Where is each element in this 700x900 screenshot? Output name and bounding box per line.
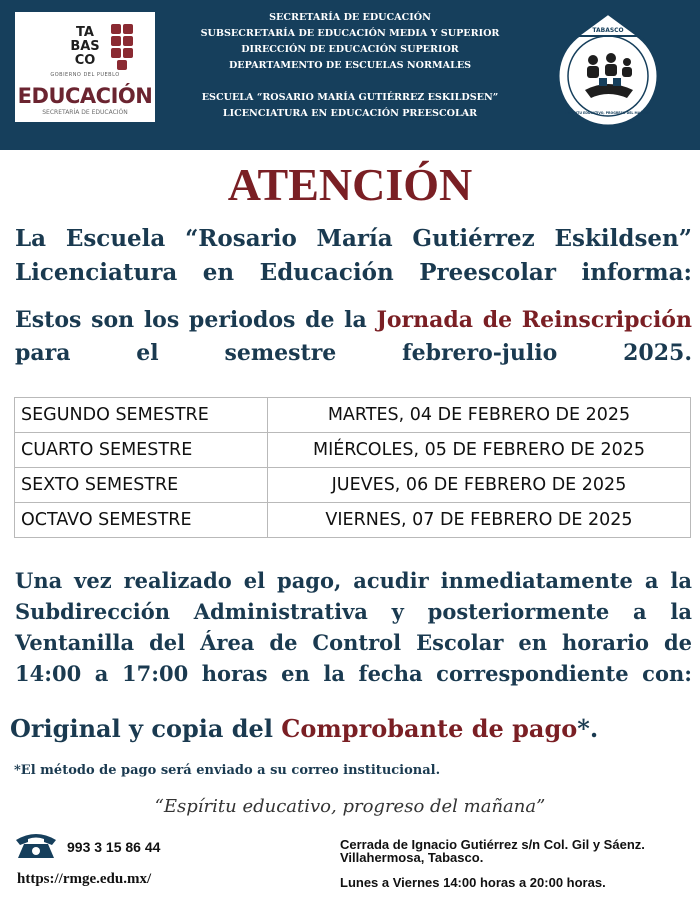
motto: “Espíritu educativo, progreso del mañana” [154,796,546,817]
requirement-text-before: Original y copia del [10,714,273,743]
seal-top-text: TABASCO [592,27,624,34]
table-row [15,468,691,503]
periods-highlight: Jornada de Reinscripción [376,307,692,333]
header-line: SUBSECRETARÍA DE EDUCACIÓN MEDIA Y SUPERIOR [200,28,500,39]
office-hours: Lunes a Viernes 14:00 horas a 20:00 horas. [340,875,606,890]
semester-cell: SEGUNDO SEMESTRE [15,398,268,433]
tabasco-education-logo [15,12,155,122]
header-institution-text [180,10,520,122]
date-cell: MIÉRCOLES, 05 DE FEBRERO DE 2025 [268,433,691,468]
semester-cell: SEXTO SEMESTRE [15,468,268,503]
periods-text-after: para el semestre febrero-julio 2025. [15,340,692,366]
requirement-line [10,714,598,743]
header-line: ESCUELA “ROSARIO MARÍA GUTIÉRREZ ESKILDSEN” [201,92,499,103]
school-seal-icon [553,12,663,134]
requirement-text-after: *. [577,714,599,743]
header-banner [0,0,700,150]
intro-paragraph: La Escuela “Rosario María Gutiérrez Eskildsen” Licenciatura en Educación Preescolar informa: [15,225,692,286]
header-line: DEPARTAMENTO DE ESCUELAS NORMALES [228,60,472,71]
header-line: SECRETARÍA DE EDUCACIÓN [269,12,431,23]
address-line: Cerrada de Ignacio Gutiérrez s/n Col. Gil y Sáenz. [340,837,645,852]
semester-cell: CUARTO SEMESTRE [15,433,268,468]
periods-text-before: Estos son los periodos de la [15,307,367,333]
page-title: ATENCIÓN [227,159,473,210]
logo-brand: TA BAS CO [70,25,100,68]
table-row [15,398,691,433]
header-line: DIRECCIÓN DE EDUCACIÓN SUPERIOR [241,44,459,55]
instructions-paragraph: Una vez realizado el pago, acudir inmediatamente a la Subdirección Administrativa y posteriormente a la Ventanilla del Área de Control Escolar en horario de 14:00 a 17:00 horas en la fecha correspondiente con: [15,568,692,686]
address [340,838,645,864]
logo-squares-icon [111,24,135,70]
semester-cell: OCTAVO SEMESTRE [15,503,268,538]
payment-note: *El método de pago será enviado a su correo institucional. [14,763,441,778]
website-link[interactable]: https://rmge.edu.mx/ [17,871,152,887]
address-line: Villahermosa, Tabasco. [340,850,484,865]
logo-gobierno: GOBIERNO DEL PUEBLO [50,72,120,78]
telephone-icon [14,830,58,860]
table-row [15,433,691,468]
schedule-table [14,397,691,538]
table-row [15,503,691,538]
phone-number: 993 3 15 86 44 [67,839,161,855]
requirement-highlight: Comprobante de pago [281,714,578,743]
date-cell: JUEVES, 06 DE FEBRERO DE 2025 [268,468,691,503]
header-line: LICENCIATURA EN EDUCACIÓN PREESCOLAR [222,108,478,119]
logo-secretaria: SECRETARÍA DE EDUCACIÓN [42,109,128,116]
date-cell: MARTES, 04 DE FEBRERO DE 2025 [268,398,691,433]
seal-bottom-text: ESPÍRITU EDUCATIVO, PROGRESO DEL MAÑANA [565,111,651,115]
logo-educacion: EDUCACIÓN [17,84,153,108]
periods-paragraph [15,304,692,370]
date-cell: VIERNES, 07 DE FEBRERO DE 2025 [268,503,691,538]
